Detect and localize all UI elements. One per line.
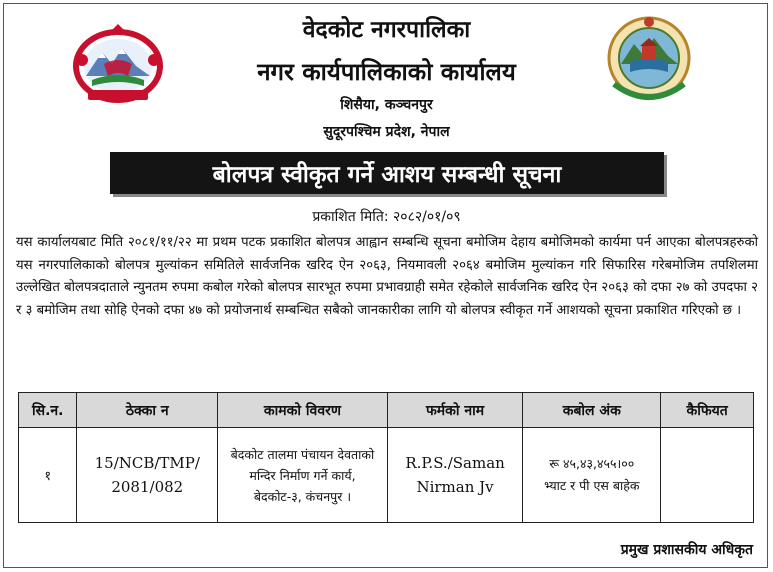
office-name: नगर कार्यपालिकाको कार्यालय [257,58,516,86]
cell-description: बेदकोट तालमा पंचायन देवताको मन्दिर निर्माण गर्ने कार्य, बेदकोट-३, कंचनपुर । [218,428,388,523]
table-row [19,428,754,523]
award-table [18,392,754,523]
firm-line1: R.P.S./Saman [405,454,505,472]
municipality-name: वेदकोट नगरपालिका [302,17,471,43]
col-header-remarks: कैफियत [661,393,754,428]
amount-line2: भ्याट र पी एस बाहेक [544,478,640,493]
col-header-contract-no: ठेक्का न [77,393,218,428]
cell-amount [523,428,661,523]
table-header-row [19,393,754,428]
col-header-amount: कबोल अंक [523,393,661,428]
contract-no-line2: 2081/082 [111,478,184,496]
province-name: सुदूरपश्चिम प्रदेश, नेपाल [323,124,450,140]
col-header-sn: सि.न. [19,393,77,428]
amount-line1: रू ४५,४३,४५५।०० [549,456,635,471]
cell-firm [387,428,523,523]
cell-sn: १ [19,428,77,523]
notice-title: बोलपत्र स्वीकृत गर्ने आशय सम्बन्धी सूचना [110,152,664,194]
notice-body: यस कार्यालयबाट मिति २०८१/११/२२ मा प्रथम पटक प्रकाशित बोलपत्र आह्वान सम्बन्धि सूचना बमोजिम देहाय बमोजिमको कार्यमा पर्न आएका बोलपत्रहरुको यस नगरपालिकाको बोलपत्र मुल्यांकन समितिले सार्वजनिक खरिद ऐन २०६३, नियमावली २०६४ बमोजिम मुल्यांकन गरि सिफारिस गरेबमोजिम तपशिलमा उल्लेखित बोलपत्रदाताले न्युनतम रुपमा कबोल गरेको बोलपत्र सारभूत रुपमा प्रभावग्राही समेत रहेकोले सार्वजनिक खरिद ऐन २०६३ को दफा २७ को उपदफा २ र ३ बमोजिम तथा सोहि ऐनको दफा ४७ को प्रयोजनार्थ सम्बन्धित सबैको जानकारीका लागि यो बोलपत्र स्वीकृत गर्ने आशयको सूचना प्रकाशित गरिएको छ । [16,235,758,318]
office-location: शिसैया, कञ्चनपुर [340,97,433,113]
col-header-description: कामको विवरण [218,393,388,428]
firm-line2: Nirman Jv [416,478,494,496]
cell-remarks [661,428,754,523]
cell-contract-no [77,428,218,523]
contract-no-line1: 15/NCB/TMP/ [94,454,200,472]
col-header-firm: फर्मको नाम [387,393,523,428]
published-date: प्रकाशित मिति: २०८२/०१/०९ [312,209,461,225]
signatory-title: प्रमुख प्रशासकीय अधिकृत [620,542,753,558]
